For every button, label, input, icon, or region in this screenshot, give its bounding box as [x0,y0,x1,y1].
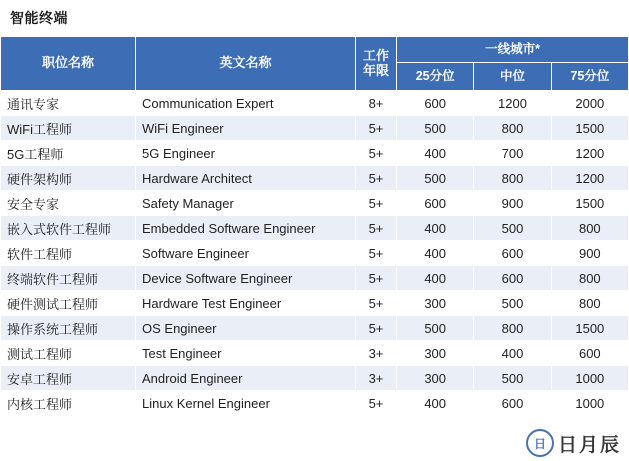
cell-p25: 300 [397,366,474,391]
cell-p50: 500 [474,291,551,316]
table-row [1,141,629,166]
cell-p50: 700 [474,141,551,166]
cell-job-cn: 通讯专家 [1,91,136,116]
cell-job-cn: 硬件测试工程师 [1,291,136,316]
cell-p75: 1200 [551,166,628,191]
cell-years: 5+ [356,141,397,166]
cell-job-cn: 硬件架构师 [1,166,136,191]
cell-p25: 500 [397,316,474,341]
cell-job-en: Test Engineer [136,341,356,366]
cell-years: 8+ [356,91,397,116]
cell-p25: 400 [397,391,474,416]
cell-job-cn: WiFi工程师 [1,116,136,141]
cell-job-en: WiFi Engineer [136,116,356,141]
cell-p75: 1000 [551,366,628,391]
cell-p75: 900 [551,241,628,266]
cell-p50: 600 [474,391,551,416]
salary-table-container [0,36,629,416]
table-row [1,391,629,416]
table-row [1,166,629,191]
cell-p75: 1500 [551,191,628,216]
cell-p25: 600 [397,91,474,116]
cell-p50: 1200 [474,91,551,116]
cell-p75: 1500 [551,316,628,341]
cell-job-en: Software Engineer [136,241,356,266]
cell-p75: 1200 [551,141,628,166]
cell-p25: 600 [397,191,474,216]
cell-p50: 800 [474,166,551,191]
cell-p25: 400 [397,266,474,291]
cell-years: 5+ [356,391,397,416]
cell-job-cn: 嵌入式软件工程师 [1,216,136,241]
watermark [526,429,621,457]
table-row [1,266,629,291]
header-years: 工作年限 [356,37,397,91]
cell-p75: 600 [551,341,628,366]
cell-p50: 400 [474,341,551,366]
cell-job-en: OS Engineer [136,316,356,341]
cell-p50: 900 [474,191,551,216]
cell-p25: 300 [397,341,474,366]
cell-p25: 400 [397,241,474,266]
cell-job-cn: 操作系统工程师 [1,316,136,341]
table-header [1,37,629,91]
watermark-logo-icon: 日 [526,429,554,457]
header-p25: 25分位 [397,63,474,91]
table-row [1,291,629,316]
salary-table [0,36,629,416]
cell-p50: 600 [474,266,551,291]
table-header-row-1 [1,37,629,63]
cell-job-en: Linux Kernel Engineer [136,391,356,416]
table-row [1,191,629,216]
cell-job-cn: 测试工程师 [1,341,136,366]
cell-years: 3+ [356,341,397,366]
table-row [1,316,629,341]
cell-job-en: Hardware Architect [136,166,356,191]
cell-years: 5+ [356,266,397,291]
table-row [1,341,629,366]
cell-years: 5+ [356,316,397,341]
table-body [1,91,629,416]
header-job-cn: 职位名称 [1,37,136,91]
cell-years: 5+ [356,216,397,241]
cell-p75: 800 [551,266,628,291]
cell-p25: 400 [397,141,474,166]
cell-job-en: Embedded Software Engineer [136,216,356,241]
cell-job-en: Android Engineer [136,366,356,391]
cell-job-cn: 软件工程师 [1,241,136,266]
cell-job-en: Communication Expert [136,91,356,116]
table-row [1,241,629,266]
cell-years: 3+ [356,366,397,391]
cell-job-en: 5G Engineer [136,141,356,166]
cell-p50: 500 [474,366,551,391]
cell-years: 5+ [356,116,397,141]
table-row [1,91,629,116]
header-p75: 75分位 [551,63,628,91]
header-job-en: 英文名称 [136,37,356,91]
cell-p25: 500 [397,166,474,191]
watermark-text: 日月辰 [557,433,621,456]
table-row [1,116,629,141]
cell-job-cn: 5G工程师 [1,141,136,166]
cell-job-cn: 内核工程师 [1,391,136,416]
cell-p75: 800 [551,216,628,241]
cell-p75: 1500 [551,116,628,141]
cell-p25: 400 [397,216,474,241]
cell-years: 5+ [356,241,397,266]
cell-years: 5+ [356,166,397,191]
header-city-group: 一线城市* [397,37,629,63]
table-row [1,216,629,241]
cell-years: 5+ [356,191,397,216]
cell-p75: 1000 [551,391,628,416]
table-row [1,366,629,391]
cell-years: 5+ [356,291,397,316]
cell-p50: 600 [474,241,551,266]
page-title: 智能终端 [10,10,68,26]
cell-p50: 800 [474,116,551,141]
cell-p75: 800 [551,291,628,316]
cell-job-en: Safety Manager [136,191,356,216]
cell-job-cn: 终端软件工程师 [1,266,136,291]
cell-p75: 2000 [551,91,628,116]
cell-p50: 800 [474,316,551,341]
cell-job-en: Device Software Engineer [136,266,356,291]
cell-job-cn: 安卓工程师 [1,366,136,391]
header-p50: 中位 [474,63,551,91]
cell-p50: 500 [474,216,551,241]
cell-p25: 500 [397,116,474,141]
cell-job-en: Hardware Test Engineer [136,291,356,316]
cell-job-cn: 安全专家 [1,191,136,216]
cell-p25: 300 [397,291,474,316]
